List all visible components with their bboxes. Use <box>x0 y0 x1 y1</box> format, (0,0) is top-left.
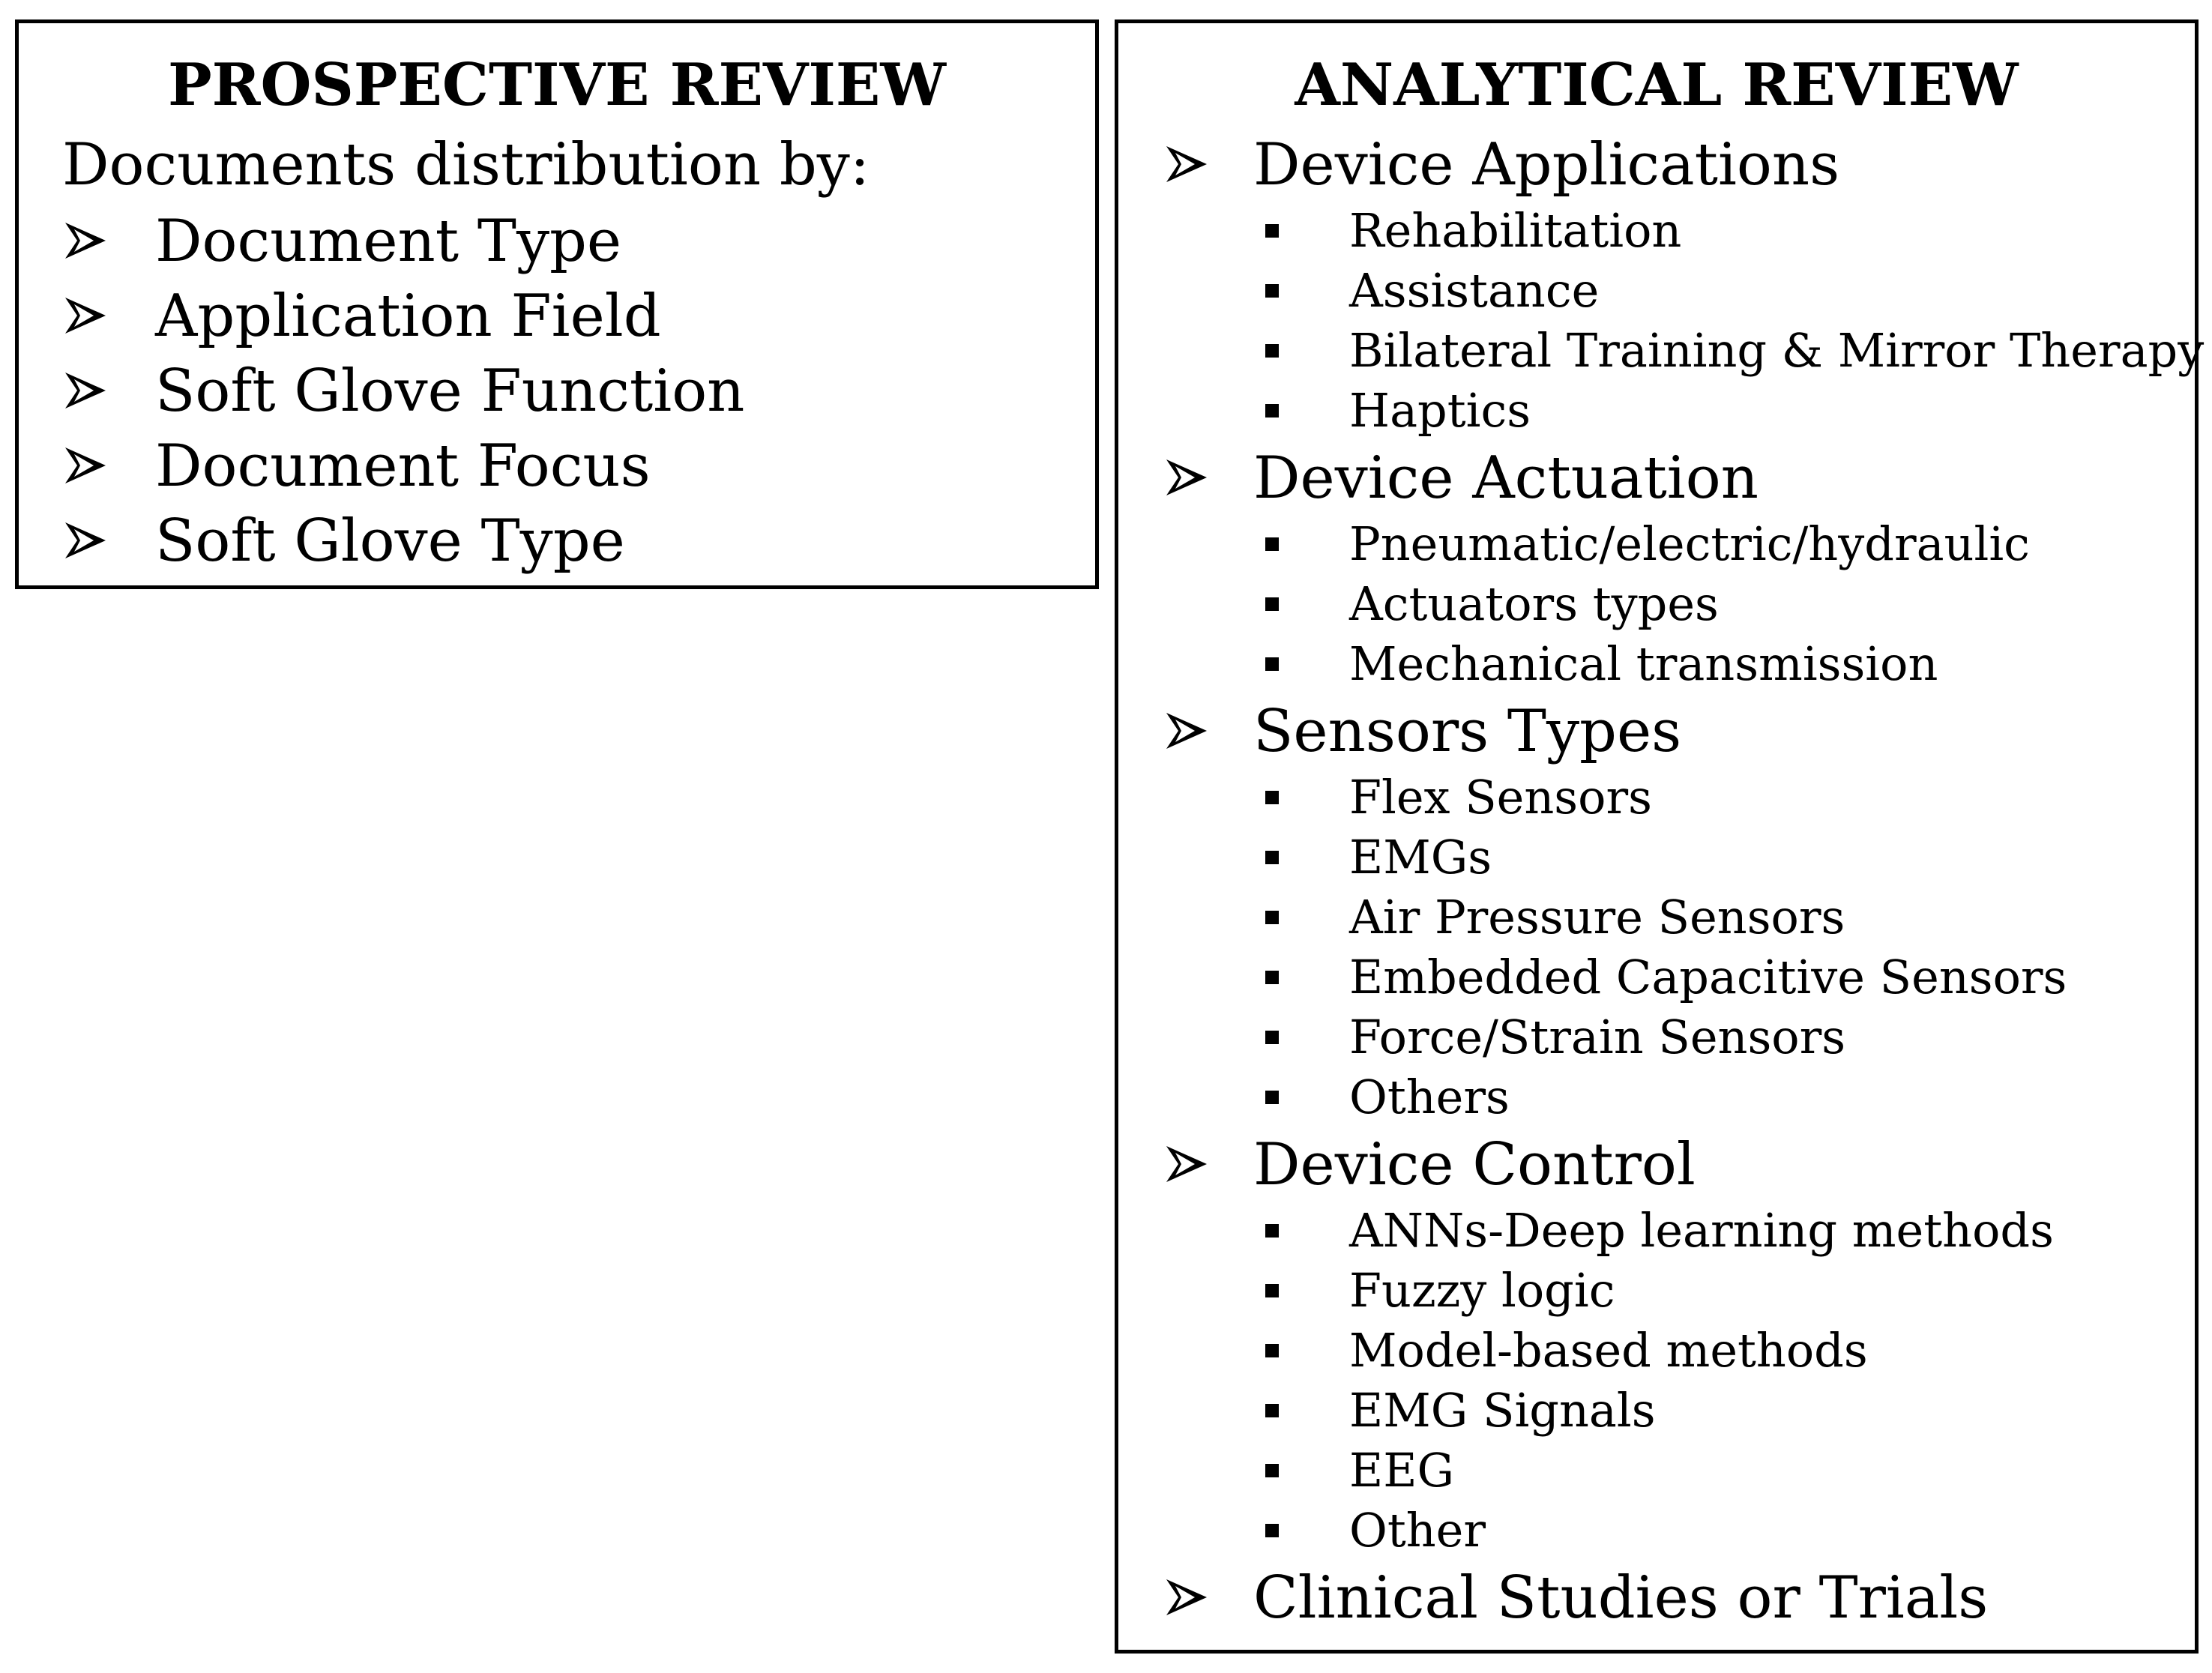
prospective-review-title: PROSPECTIVE REVIEW <box>168 51 946 119</box>
square-bullet-icon <box>1265 1404 1279 1417</box>
square-bullet-icon <box>1265 284 1279 298</box>
square-bullet-icon <box>1265 537 1279 551</box>
analytical-subitem-label: Model-based methods <box>1349 1323 1868 1378</box>
arrowhead-bullet-icon <box>64 521 107 560</box>
square-bullet-icon <box>1265 1284 1279 1297</box>
arrowhead-bullet-icon <box>64 446 107 485</box>
square-bullet-icon <box>1265 1224 1279 1238</box>
analytical-review-box <box>1115 19 2205 1654</box>
analytical-section-label: Device Control <box>1253 1131 1696 1199</box>
square-bullet-icon <box>1265 344 1279 358</box>
analytical-subitem-label: Rehabilitation <box>1349 203 1682 258</box>
analytical-section-label: Sensors Types <box>1253 698 1682 765</box>
analytical-subitem-label: EEG <box>1349 1443 1455 1498</box>
prospective-item-label: Document Type <box>155 208 622 275</box>
analytical-review-title: ANALYTICAL REVIEW <box>1295 51 2019 119</box>
analytical-subitem-label: ANNs-Deep learning methods <box>1349 1203 2054 1258</box>
square-bullet-icon <box>1265 224 1279 238</box>
analytical-subitem-label: Bilateral Training & Mirror Therapy <box>1349 323 2205 378</box>
square-bullet-icon <box>1265 1524 1279 1537</box>
arrowhead-bullet-icon <box>1165 458 1208 497</box>
square-bullet-icon <box>1265 597 1279 611</box>
analytical-section-label: Device Actuation <box>1253 444 1759 512</box>
arrowhead-bullet-icon <box>1165 1145 1208 1184</box>
analytical-section-label: Device Applications <box>1253 131 1840 199</box>
analytical-subitem-label: Air Pressure Sensors <box>1349 890 1845 944</box>
prospective-item-label: Document Focus <box>155 432 651 500</box>
analytical-subitem-label: Actuators types <box>1349 576 1719 631</box>
prospective-item-label: Application Field <box>155 283 661 350</box>
arrowhead-bullet-icon <box>1165 711 1208 750</box>
analytical-subitem-label: Fuzzy logic <box>1349 1263 1615 1318</box>
square-bullet-icon <box>1265 1344 1279 1357</box>
arrowhead-bullet-icon <box>64 296 107 335</box>
arrowhead-bullet-icon <box>64 221 107 260</box>
analytical-subitem-label: Embedded Capacitive Sensors <box>1349 950 2067 1004</box>
square-bullet-icon <box>1265 1464 1279 1477</box>
analytical-subitem-label: Flex Sensors <box>1349 770 1652 825</box>
analytical-subitem-label: EMG Signals <box>1349 1383 1656 1438</box>
prospective-item-label: Soft Glove Function <box>155 358 745 425</box>
square-bullet-icon <box>1265 791 1279 804</box>
prospective-item-label: Soft Glove Type <box>155 507 625 575</box>
analytical-subitem-label: Haptics <box>1349 383 1531 438</box>
square-bullet-icon <box>1265 404 1279 418</box>
square-bullet-icon <box>1265 911 1279 924</box>
square-bullet-icon <box>1265 1091 1279 1104</box>
analytical-subitem-label: EMGs <box>1349 830 1492 884</box>
square-bullet-icon <box>1265 1031 1279 1044</box>
analytical-subitem-label: Others <box>1349 1070 1510 1124</box>
arrowhead-bullet-icon <box>1165 145 1208 184</box>
analytical-subitem-label: Other <box>1349 1503 1486 1558</box>
square-bullet-icon <box>1265 971 1279 984</box>
prospective-intro: Documents distribution by: <box>62 131 870 199</box>
analytical-subitem-label: Pneumatic/electric/hydraulic <box>1349 516 2030 571</box>
prospective-review-box <box>15 19 1099 589</box>
analytical-subitem-label: Assistance <box>1349 263 1600 318</box>
analytical-subitem-label: Mechanical transmission <box>1349 636 1938 691</box>
analytical-section-label: Clinical Studies or Trials <box>1253 1564 1989 1632</box>
arrowhead-bullet-icon <box>1165 1578 1208 1617</box>
analytical-subitem-label: Force/Strain Sensors <box>1349 1010 1846 1064</box>
arrowhead-bullet-icon <box>64 371 107 410</box>
square-bullet-icon <box>1265 851 1279 864</box>
square-bullet-icon <box>1265 657 1279 671</box>
